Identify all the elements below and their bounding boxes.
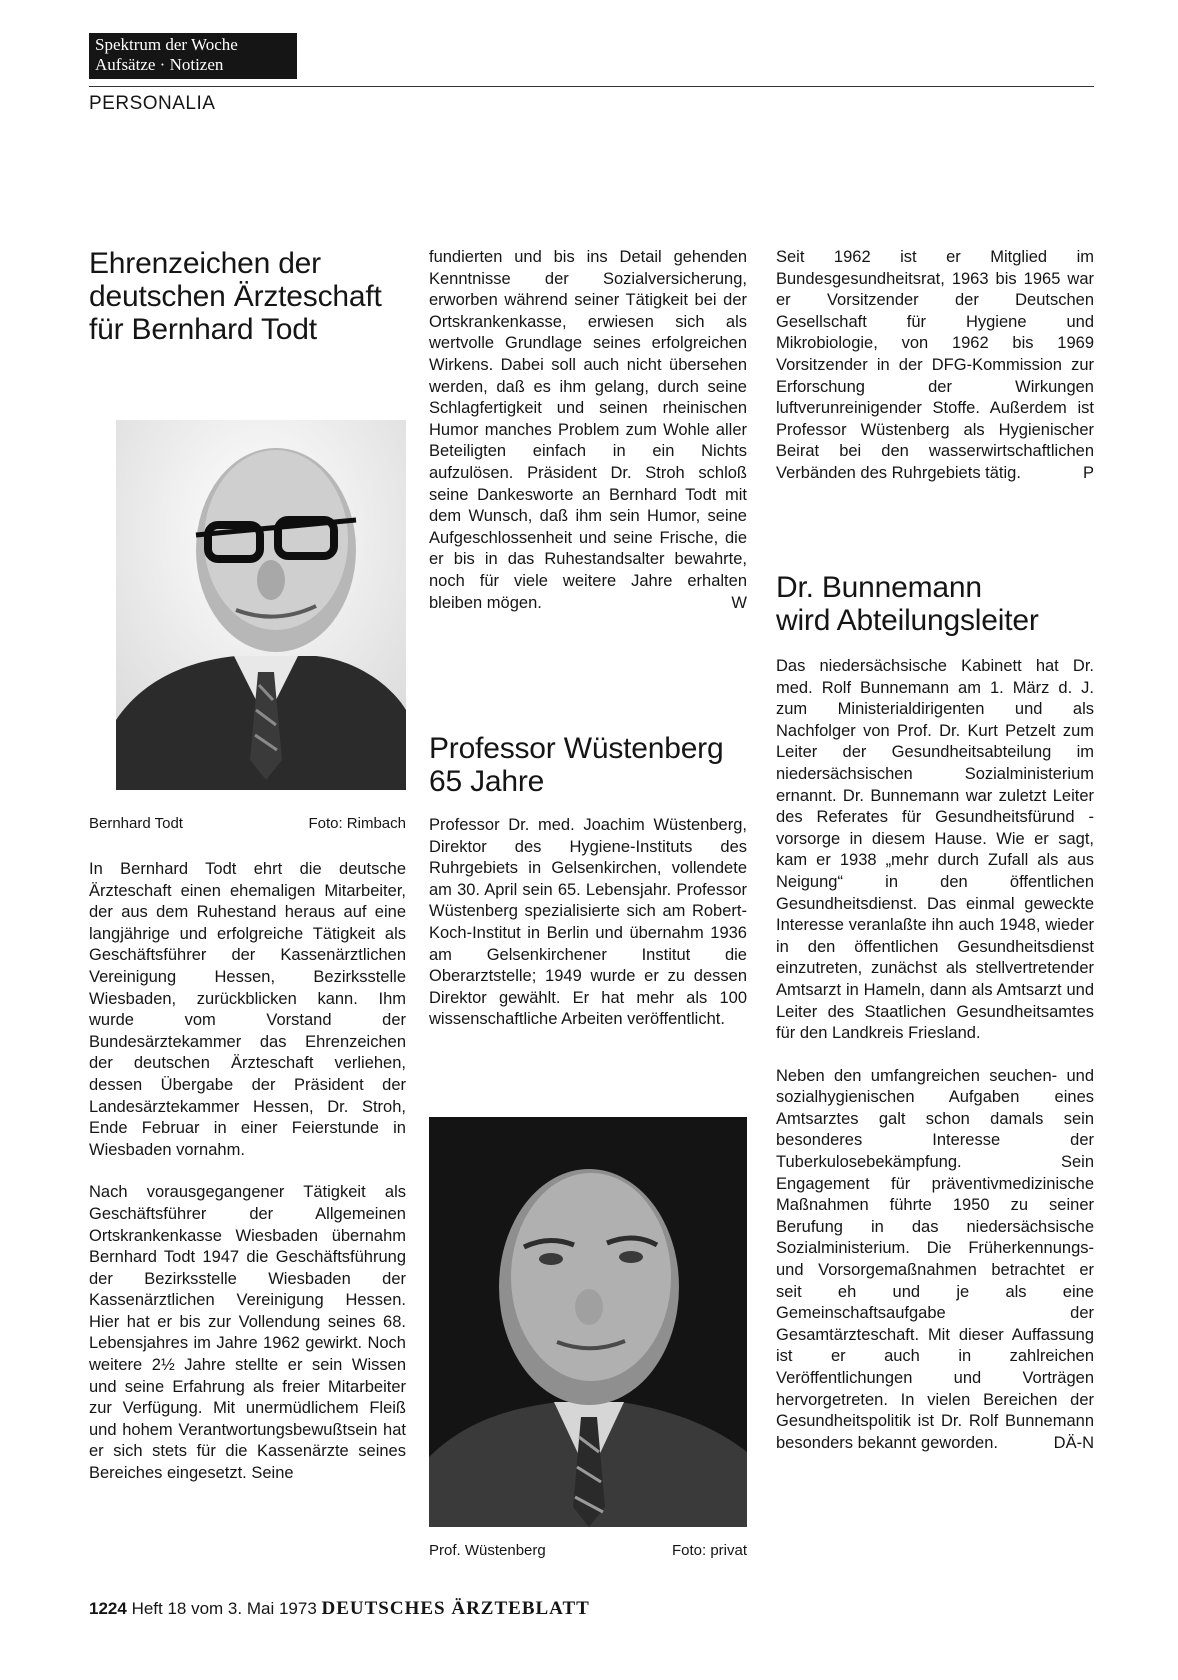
article1-caption: [89, 815, 406, 833]
article1-paragraph: fundierten und bis ins Detail gehenden Kenntnisse der Sozialversicherung, erworben während seiner Tätigkeit bei der Ortskrankenkasse, erwiesen sich als wertvolle Grundlage seines erfolgreichen Wirkens. Dabei soll auch nicht übersehen werden, daß es ihm gelang, durch seine Schlagfertigkeit und seinen rheinischen Humor manches Problem zum Wohle aller Beteiligten einfach in ein Nichts aufzulösen. Präsident Dr. Stroh schloß seine Dankesworte an Bernhard Todt mit dem Wunsch, daß ihm sein Humor, seine Aufgeschlossenheit und seine Frische, die er bis in das Ruhestandsalter bewahrte, noch für viele weitere Jahre erhalten bleiben mögen.: [429, 248, 747, 612]
section-header-box: [89, 33, 297, 79]
header-rule: [89, 86, 1094, 87]
page-number: 1224: [89, 1599, 127, 1618]
caption-credit: Foto: privat: [671, 1542, 747, 1559]
article3-title: [776, 571, 1094, 637]
page-footer: [89, 1598, 590, 1620]
caption-credit: Foto: Rimbach: [308, 815, 406, 832]
article1-paragraph: In Bernhard Todt ehrt die deutsche Ärzteschaft einen ehemaligen Mitarbeiter, der aus dem Ruhestand heraus auf eine langjährige und erfolgreiche Tätigkeit als Geschäftsführer der Kassenärztlichen Vereinigung Hessen, Bezirksstelle Wiesbaden, zurückblicken kann. Ihm wurde vom Vorstand der Bundesärztekammer das Ehrenzeichen der deutschen Ärzteschaft verliehen, dessen Übergabe der Präsident der Landesärztekammer Hessen, Dr. Stroh, Ende Februar in einer Feierstunde in Wiesbaden vornahm.: [89, 860, 406, 1159]
section-label: PERSONALIA: [89, 93, 216, 114]
article2-continued: [776, 247, 1094, 485]
article3-paragraph: Neben den umfangreichen seuchen- und sozialhygienischen Aufgaben eines Amtsarztes galt schon damals sein besonderes Interesse der Tuberkulosebekämpfung. Sein Engagement für präventivmedizinische Maßnahmen führte 1950 zu seiner Berufung in das niedersächsische Sozialministerium. Die Früherkennungs- und Vorsorgemaßnahmen betrachtet er seit eh und je als eine Gemeinschaftsaufgabe der Gesamtärzteschaft. Mit dieser Auffassung ist er auch in zahlreichen Veröffentlichungen und Vorträgen hervorgetreten. In vielen Bereichen der Gesundheitspolitik ist Dr. Rolf Bunnemann besonders bekannt geworden.: [776, 1066, 1094, 1452]
article1-title-line: für Bernhard Todt: [89, 313, 317, 346]
article3-paragraph: Das niedersächsische Kabinett hat Dr. med. Rolf Bunnemann am 1. März d. J. zum Ministerialdirigenten und als Nachfolger von Prof. Dr. Kurt Petzelt zum Leiter der Gesundheitsabteilung im niedersächsischen Sozialministerium ernannt. Dr. Bunnemann war zuletzt Leiter des Referates für Gesundheitsfürund -vorsorge in diesem Hause. Wie er sagt, kam er 1938 „mehr durch Zufall als aus Neigung“ in den öffentlichen Gesundheitsdienst. Das einmal geweckte Interesse veranlaßte ihn auch 1948, wieder in den öffentlichen Gesundheitsdienst einzutreten, zunächst als stellvertretender Amtsarzt in Hameln, dann als Amtsarzt und Leiter des Staatlichen Gesundheitsamtes für den Landkreis Friesland.: [776, 657, 1094, 1043]
article3-title-line: Dr. Bunnemann: [776, 571, 982, 604]
article3-signature: DÄ-N: [1053, 1433, 1094, 1452]
header-line-2: Aufsätze · Notizen: [95, 55, 224, 74]
article1-signature: W: [731, 593, 747, 612]
article1-paragraph: Nach vorausgegangener Tätigkeit als Geschäftsführer der Allgemeinen Ortskrankenkasse Wiesbaden übernahm Bernhard Todt 1947 die Geschäftsführung der Bezirksstelle Wiesbaden der Kassenärztlichen Vereinigung Hessen. Hier hat er bis zur Vollendung seines 68. Lebensjahres im Jahre 1962 gewirkt. Noch weitere 2½ Jahre stellte er sein Wissen und seine Erfahrung als freier Mitarbeiter zur Verfügung. Mit unermüdlichem Fleiß und hohem Verantwortungsbewußtsein hat er sich stets für die Kassenärzte seines Bereiches eingesetzt. Seine: [89, 1183, 406, 1483]
article2-title: [429, 732, 747, 798]
caption-name: Prof. Wüstenberg: [429, 1542, 546, 1559]
article1-title-line: deutschen Ärzteschaft: [89, 280, 382, 313]
article2-body: [429, 815, 747, 1031]
article2-title-line: 65 Jahre: [429, 765, 545, 798]
header-line-1: Spektrum der Woche: [95, 35, 238, 54]
bernhard-todt-photo: [116, 420, 406, 790]
article2-signature: P: [1082, 463, 1094, 482]
issue-info: Heft 18 vom 3. Mai 1973: [131, 1599, 317, 1618]
journal-name: DEUTSCHES ÄRZTEBLATT: [321, 1598, 590, 1619]
wuestenberg-photo: [429, 1117, 747, 1527]
article1-continued: [429, 247, 747, 614]
article2-paragraph: Professor Dr. med. Joachim Wüstenberg, Direktor des Hygiene-Instituts des Ruhrgebiets in Gelsenkirchen, vollendete am 30. April sein 65. Lebensjahr. Professor Wüstenberg spezialisierte sich am Robert-Koch-Institut in Berlin und übernahm 1936 am Gelsenkirchener Institut die Oberarztstelle; 1949 wurde er zu dessen Direktor gewählt. Er hat mehr als 100 wissenschaftliche Arbeiten veröffentlicht.: [429, 816, 747, 1029]
article1-title-line: Ehrenzeichen der: [89, 247, 321, 280]
article1-body: [89, 859, 406, 1485]
caption-name: Bernhard Todt: [89, 815, 183, 832]
article2-caption: [429, 1542, 747, 1560]
article1-title: [89, 247, 406, 346]
article2-paragraph: Seit 1962 ist er Mitglied im Bundesgesundheitsrat, 1963 bis 1965 war er Vorsitzender der Deutschen Gesellschaft für Hygiene und Mikrobiologie, von 1962 bis 1969 Vorsitzender in der DFG-Kommission zur Erforschung der Wirkungen luftverunreinigender Stoffe. Außerdem ist Professor Wüstenberg als Hygienischer Beirat bei den wasserwirtschaftlichen Verbänden des Ruhrgebiets tätig.: [776, 248, 1094, 482]
article3-title-line: wird Abteilungsleiter: [776, 604, 1039, 637]
article2-title-line: Professor Wüstenberg: [429, 732, 724, 765]
article3-body: [776, 656, 1094, 1454]
